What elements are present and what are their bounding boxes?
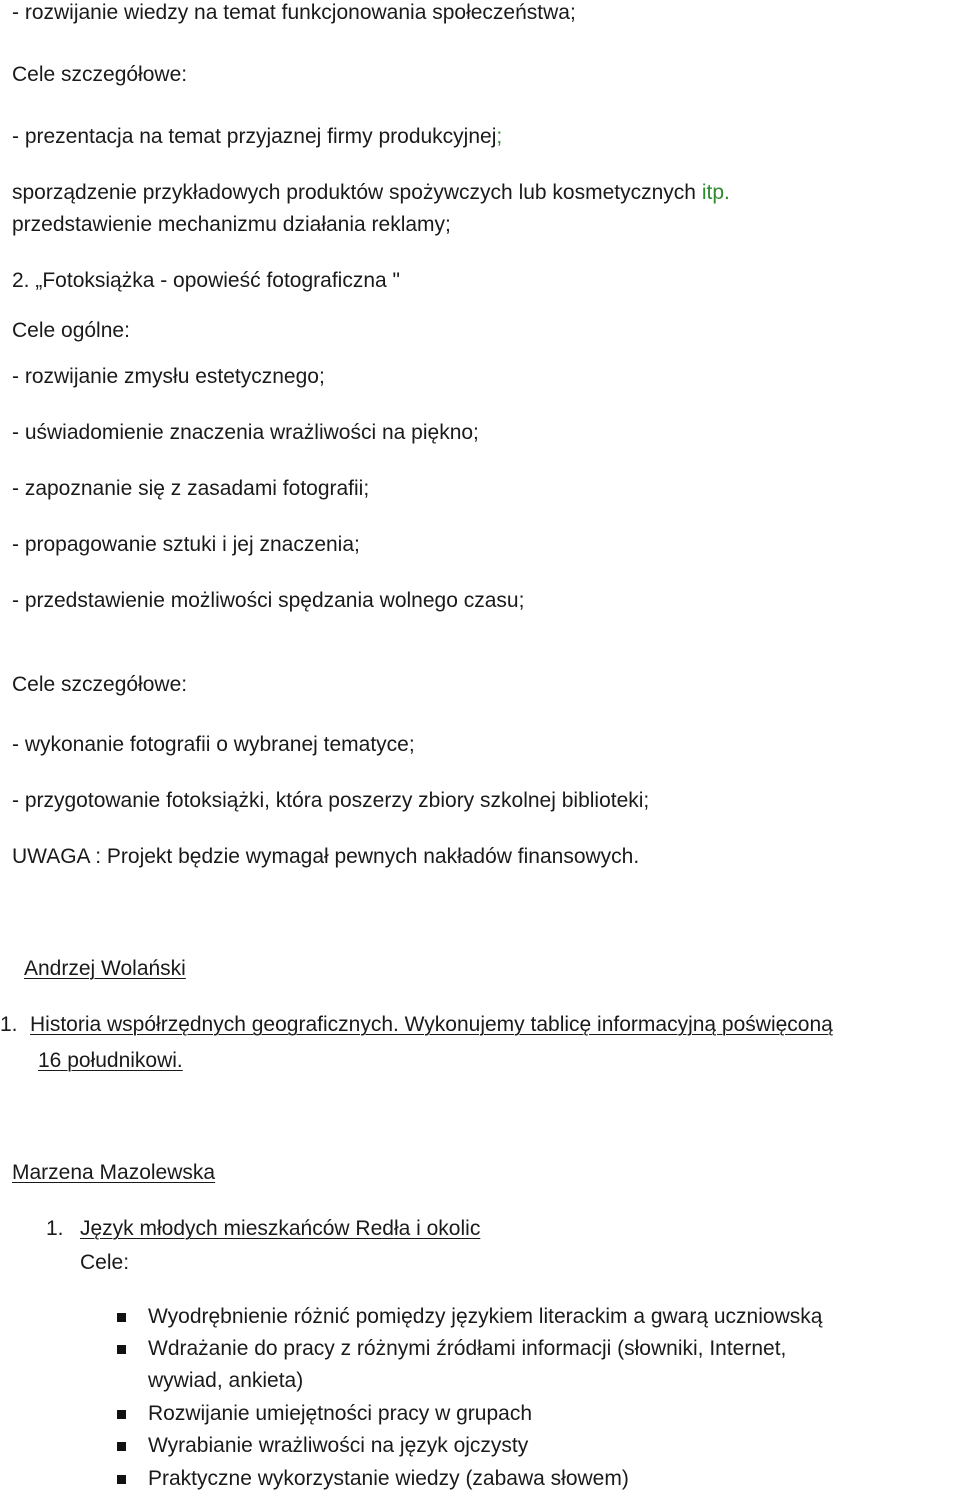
bullet-item-continuation: wywiad, ankieta) — [148, 1369, 304, 1392]
intro-line-3 — [12, 180, 730, 206]
mazolewska-cele-label: Cele: — [80, 1251, 130, 1274]
project2-title-text: „Fotoksiążka - opowieść fotograficzna " — [35, 269, 400, 292]
bullet-square-icon — [117, 1442, 126, 1451]
mazolewska-item-title: Język młodych mieszkańców Redła i okolic — [80, 1217, 481, 1240]
intro-line-2 — [12, 124, 502, 150]
ogolne-item: - rozwijanie zmysłu estetycznego; — [12, 365, 325, 388]
ogolne-item: - propagowanie sztuki i jej znaczenia; — [12, 533, 360, 556]
bullet-square-icon — [117, 1345, 126, 1354]
intro-line-3-end: itp. — [701, 181, 730, 204]
wolanski-item-line-1: Historia współrzędnych geograficznych. Wykonujemy tablicę informacyjną poświęconą — [30, 1013, 833, 1036]
wolanski-item-line-2: 16 południkowi. — [38, 1049, 183, 1072]
wolanski-item-num: 1. — [0, 1013, 18, 1036]
intro-line-3-text: sporządzenie przykładowych produktów spożywczych lub kosmetycznych — [12, 181, 702, 204]
project2-title — [12, 268, 400, 294]
intro-line-4: przedstawienie mechanizmu działania reklamy; — [12, 213, 451, 236]
author-name-wolanski: Andrzej Wolański — [24, 957, 186, 980]
cele-szczegolowe-label-2: Cele szczegółowe: — [12, 673, 188, 696]
ogolne-item: - zapoznanie się z zasadami fotografii; — [12, 477, 370, 500]
bullet-item: Wdrażanie do pracy z różnymi źródłami informacji (słowniki, Internet, — [148, 1337, 787, 1360]
intro-line-2-text: - prezentacja na temat przyjaznej firmy produkcyjnej — [12, 125, 497, 148]
intro-line-2-end: ; — [496, 125, 503, 148]
bullet-item: Wyrabianie wrażliwości na język ojczysty — [148, 1434, 529, 1457]
bullet-item: Praktyczne wykorzystanie wiedzy (zabawa słowem) — [148, 1467, 629, 1490]
bullet-item: Rozwijanie umiejętności pracy w grupach — [148, 1402, 533, 1425]
uwaga-note: UWAGA : Projekt będzie wymagał pewnych nakładów finansowych. — [12, 845, 640, 868]
cele-szczegolowe-label-1: Cele szczegółowe: — [12, 63, 188, 86]
bullet-square-icon — [117, 1313, 126, 1322]
szczegolowe-item: - wykonanie fotografii o wybranej tematyce; — [12, 733, 415, 756]
intro-line-1: - rozwijanie wiedzy na temat funkcjonowania społeczeństwa; — [12, 1, 576, 24]
bullet-square-icon — [117, 1410, 126, 1419]
cele-ogolne-label: Cele ogólne: — [12, 319, 130, 342]
szczegolowe-item: - przygotowanie fotoksiążki, która poszerzy zbiory szkolnej biblioteki; — [12, 789, 650, 812]
author-name-mazolewska: Marzena Mazolewska — [12, 1161, 216, 1184]
bullet-item: Wyodrębnienie różnić pomiędzy językiem literackim a gwarą uczniowską — [148, 1305, 823, 1328]
ogolne-item: - uświadomienie znaczenia wrażliwości na piękno; — [12, 421, 479, 444]
project2-title-num: 2. — [12, 269, 36, 292]
bullet-square-icon — [117, 1475, 126, 1484]
ogolne-item: - przedstawienie możliwości spędzania wolnego czasu; — [12, 589, 525, 612]
mazolewska-item-num: 1. — [46, 1217, 64, 1240]
